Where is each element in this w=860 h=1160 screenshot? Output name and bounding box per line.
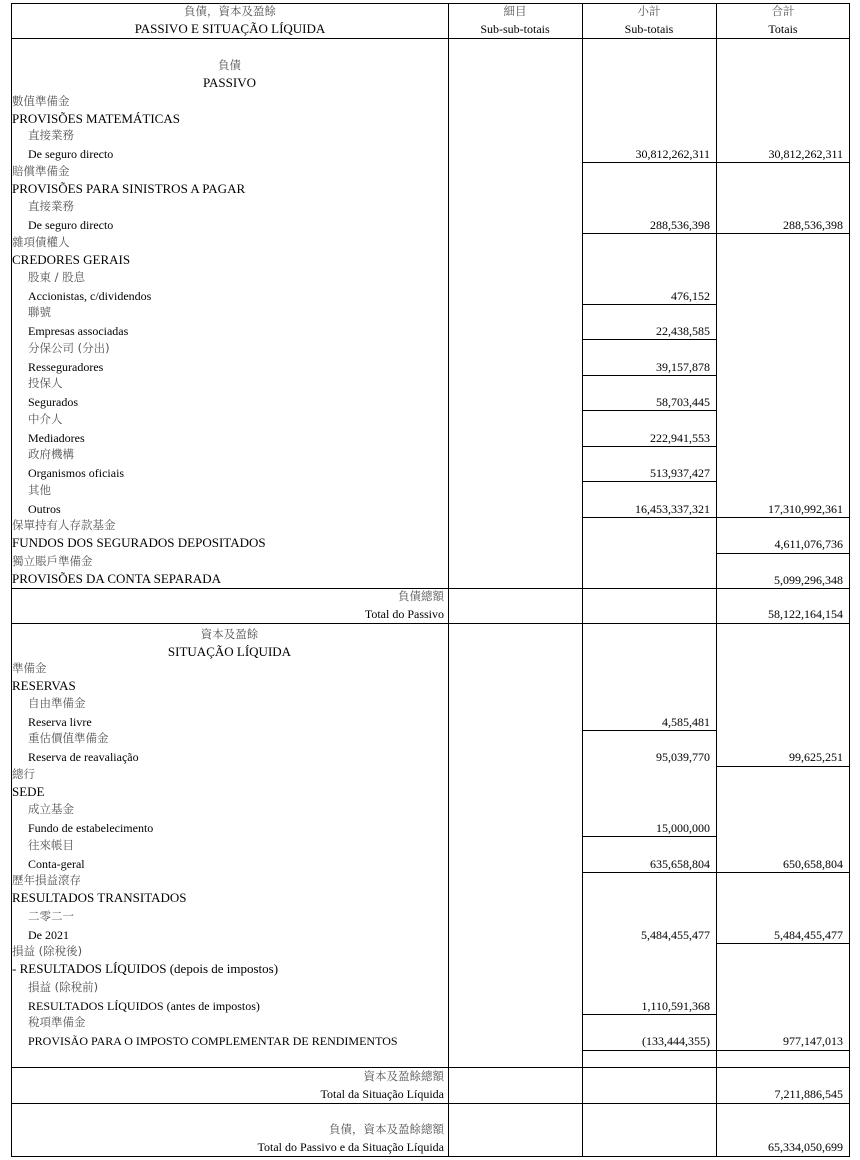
column-divider <box>582 3 583 1157</box>
group-label-pt: PROVISÕES MATEMÁTICAS <box>12 111 180 126</box>
group-label-pt: FUNDOS DOS SEGURADOS DEPOSITADOS <box>12 535 266 550</box>
sub-total-cell-border <box>582 304 716 305</box>
group-label-zh: 數值準備金 <box>12 94 70 108</box>
header-sub-sub-totals-zh: 細目 <box>503 4 527 18</box>
item-label-zh: 往來帳目 <box>28 838 74 852</box>
group-label-zh: 保單持有人存款基金 <box>12 518 116 532</box>
item-label-pt: Reserva de reavaliação <box>28 750 139 764</box>
item-label-zh: 直接業務 <box>28 199 74 213</box>
sub-total-value: 476,152 <box>671 289 710 303</box>
total-value: 5,099,296,348 <box>774 573 843 587</box>
section-heading-zh: 負債 <box>218 58 241 72</box>
item-label-zh: 股東 / 股息 <box>28 270 86 284</box>
group-label-pt: - RESULTADOS LÍQUIDOS (depois de impostos) <box>12 961 279 976</box>
item-label-zh: 聯號 <box>28 305 51 319</box>
column-divider <box>448 3 449 1157</box>
sub-total-value: 95,039,770 <box>656 750 710 764</box>
total-value: 30,812,262,311 <box>768 147 843 161</box>
item-label-pt: De seguro directo <box>28 218 114 232</box>
group-label-pt: SEDE <box>12 784 45 799</box>
header-sub-sub-totals-pt: Sub-sub-totais <box>480 22 550 36</box>
total-value: 99,625,251 <box>789 750 843 764</box>
total-cell-border <box>716 943 849 944</box>
total-value: 58,122,164,154 <box>768 607 843 621</box>
sub-total-cell-border <box>582 410 716 411</box>
sub-total-cell-border <box>582 836 716 837</box>
header-description-zh: 負債，資本及盈餘 <box>184 4 276 18</box>
total-cell-border <box>716 233 849 234</box>
sub-total-value: 5,484,455,477 <box>641 928 710 942</box>
total-label-pt: Total do Passivo <box>364 607 444 621</box>
total-value: 650,658,804 <box>783 857 843 871</box>
sub-total-cell-border <box>582 162 716 163</box>
item-label-pt: Accionistas, c/dividendos <box>28 289 152 303</box>
group-label-zh: 損益 (除稅後) <box>12 944 83 958</box>
total-label-pt: Total do Passivo e da Situação Líquida <box>257 1140 444 1154</box>
item-label-zh: 損益 (除稅前) <box>28 980 99 994</box>
group-label-zh: 準備金 <box>12 661 47 675</box>
item-label-zh: 重估價值準備金 <box>28 731 109 745</box>
total-value: 65,334,050,699 <box>768 1140 843 1154</box>
sub-total-value: 222,941,553 <box>650 431 710 445</box>
header-description-pt: PASSIVO E SITUAÇÃO LÍQUIDA <box>134 21 326 36</box>
sub-total-cell-border <box>582 872 716 873</box>
item-label-zh: 稅項準備金 <box>28 1015 86 1029</box>
table-right-border <box>849 3 850 1157</box>
sub-total-value: 288,536,398 <box>650 218 710 232</box>
group-label-pt: PROVISÕES PARA SINISTROS A PAGAR <box>12 181 246 196</box>
total-value: 4,611,076,736 <box>774 537 843 551</box>
header-sub-totals-pt: Sub-totais <box>624 22 674 36</box>
total-label-zh: 資本及盈餘總額 <box>363 1069 444 1083</box>
group-label-zh: 總行 <box>12 767 35 781</box>
group-label-zh: 獨立賬戶準備金 <box>12 554 93 568</box>
sub-total-cell-border <box>582 730 716 731</box>
sub-total-cell-border <box>582 375 716 376</box>
item-label-zh: 其他 <box>28 483 51 497</box>
sub-total-value: 39,157,878 <box>656 360 710 374</box>
item-label-zh: 自由準備金 <box>28 696 86 710</box>
section-heading-pt: PASSIVO <box>203 75 256 90</box>
header-bottom-border <box>11 38 849 39</box>
header-totals-pt: Totais <box>768 22 798 36</box>
item-label-pt: De seguro directo <box>28 147 114 161</box>
group-label-zh: 雜項債權人 <box>12 235 70 249</box>
item-label-pt: Resseguradores <box>28 360 104 374</box>
item-label-zh: 二零二一 <box>28 909 74 923</box>
sub-total-value: 30,812,262,311 <box>635 147 710 161</box>
item-label-pt: Fundo de estabelecimento <box>28 821 154 835</box>
section-separator <box>11 1103 849 1104</box>
total-cell-border <box>716 162 849 163</box>
table-bottom-border <box>11 1156 849 1157</box>
section-heading-pt: SITUAÇÃO LÍQUIDA <box>167 644 292 659</box>
sub-total-value: (133,444,355) <box>642 1034 710 1048</box>
item-label-pt: Mediadores <box>28 431 85 445</box>
total-value: 288,536,398 <box>783 218 843 232</box>
sub-total-cell-border <box>582 339 716 340</box>
section-separator <box>11 623 849 624</box>
sub-total-cell-border <box>582 446 716 447</box>
item-label-zh: 分保公司 (分出) <box>28 341 110 355</box>
item-label-pt: Empresas associadas <box>28 324 129 338</box>
sub-total-cell-border <box>582 1014 716 1015</box>
item-label-pt: Reserva livre <box>28 715 92 729</box>
item-label-zh: 直接業務 <box>28 128 74 142</box>
item-label-pt: Segurados <box>28 395 78 409</box>
item-label-pt: Organismos oficiais <box>28 466 125 480</box>
sub-total-cell-border <box>582 233 716 234</box>
group-label-zh: 歷年損益滾存 <box>12 873 81 887</box>
total-cell-border <box>716 553 849 554</box>
sub-total-value: 4,585,481 <box>662 715 710 729</box>
total-value: 977,147,013 <box>783 1034 843 1048</box>
item-label-zh: 中介人 <box>28 412 63 426</box>
sub-total-cell-border <box>582 1050 716 1051</box>
total-label-zh: 負債總額 <box>398 589 444 603</box>
item-label-zh: 投保人 <box>28 376 63 390</box>
group-label-pt: RESULTADOS TRANSITADOS <box>12 890 187 905</box>
item-label-pt: RESULTADOS LÍQUIDOS (antes de impostos) <box>28 999 260 1013</box>
section-heading-zh: 資本及盈餘 <box>200 627 259 641</box>
total-cell-border <box>716 1050 849 1051</box>
group-label-pt: RESERVAS <box>12 678 76 693</box>
total-value: 7,211,886,545 <box>774 1087 843 1101</box>
item-label-pt: PROVISÃO PARA O IMPOSTO COMPLEMENTAR DE RENDIMENTOS <box>28 1034 398 1048</box>
sub-total-value: 513,937,427 <box>650 466 710 480</box>
group-label-pt: PROVISÕES DA CONTA SEPARADA <box>12 571 222 586</box>
sub-total-value: 635,658,804 <box>650 857 710 871</box>
item-label-pt: De 2021 <box>28 928 69 942</box>
total-cell-border <box>716 766 849 767</box>
sub-total-value: 1,110,591,368 <box>641 999 710 1013</box>
header-totals-zh: 合計 <box>771 4 795 18</box>
group-label-zh: 賠償準備金 <box>12 164 70 178</box>
item-label-pt: Outros <box>28 502 61 516</box>
column-divider <box>716 3 717 1157</box>
section-separator <box>11 1067 849 1068</box>
header-sub-totals-zh: 小計 <box>637 4 661 18</box>
group-label-pt: CREDORES GERAIS <box>12 252 131 267</box>
sub-total-cell-border <box>582 481 716 482</box>
sub-total-value: 16,453,337,321 <box>635 502 710 516</box>
sub-total-value: 15,000,000 <box>656 821 710 835</box>
sub-total-cell-border <box>582 517 716 518</box>
item-label-zh: 成立基金 <box>28 802 74 816</box>
table-top-border <box>11 3 849 4</box>
total-value: 17,310,992,361 <box>768 502 843 516</box>
total-label-zh: 負債，資本及盈餘總額 <box>329 1122 444 1136</box>
section-separator <box>11 588 849 589</box>
total-cell-border <box>716 517 849 518</box>
total-value: 5,484,455,477 <box>774 928 843 942</box>
item-label-zh: 政府機構 <box>28 447 74 461</box>
sub-total-value: 58,703,445 <box>656 395 710 409</box>
item-label-pt: Conta-geral <box>28 857 85 871</box>
table-left-border <box>11 3 12 1157</box>
sub-total-value: 22,438,585 <box>656 324 710 338</box>
total-label-pt: Total da Situação Líquida <box>320 1087 444 1101</box>
total-cell-border <box>716 872 849 873</box>
